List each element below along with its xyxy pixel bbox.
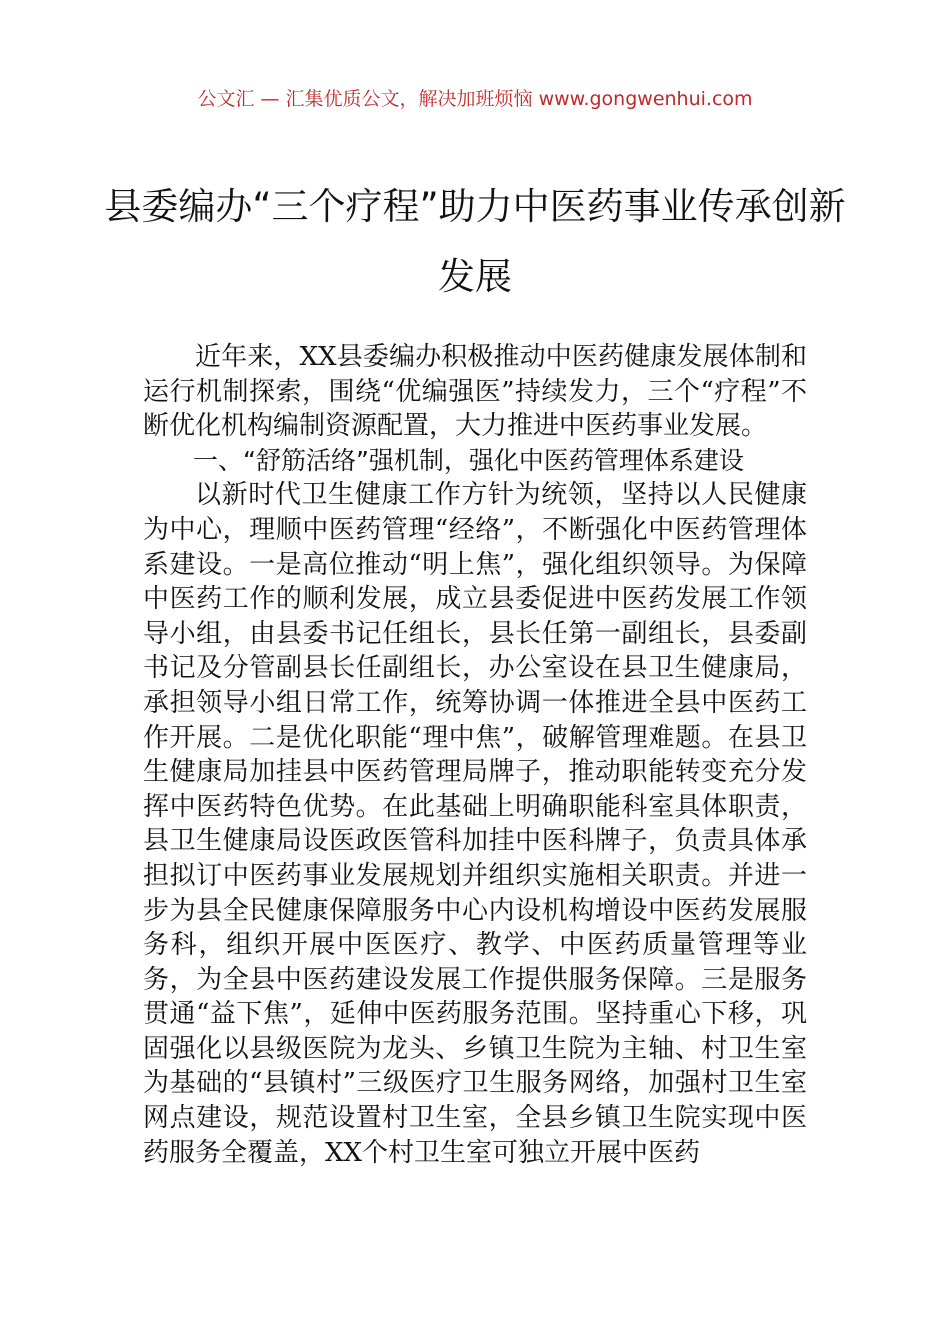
section-heading-1: 一、“舒筋活络”强机制，强化中医药管理体系建设 [193,445,744,475]
section-1-paragraph: 以新时代卫生健康工作方针为统领，坚持以人民健康为中心，理顺中医药管理“经络”，不断强化中医药管理体系建设。一是高位推动“明上焦”，强化组织领导。为保障中医药工作的顺利发展，成立县委促进中医药发展工作领导小组，由县委书记任组长，县长任第一副组长，县委副书记及分管副县长任副组长，办公室设在县卫生健康局，承担领导小组日常工作，统筹协调一体推进全县中医药工作开展。二是优化职能“理中焦”，破解管理难题。在县卫生健康局加挂县中医药管理局牌子，推动职能转变充分发挥中医药特色优势。在此基础上明确职能科室具体职责，县卫生健康局设医政医管科加挂中医科牌子，负责具体承担拟订中医药事业发展规划并组织实施相关职责。并进一步为县全民健康保障服务中心内设机构增设中医药发展服务科，组织开展中医医疗、教学、中医药质量管理等业务，为全县中医药建设发展工作提供服务保障。三是服务贯通“益下焦”，延伸中医药服务范围。坚持重心下移，巩固强化以县级医院为龙头、乡镇卫生院为主轴、村卫生室为基础的“县镇村”三级医疗卫生服务网络，加强村卫生室网点建设，规范设置村卫生室，全县乡镇卫生院实现中医药服务全覆盖，XX个村卫生室可独立开展中医药 [143,480,807,1168]
intro-paragraph: 近年来，XX县委编办积极推动中医药健康发展体制和运行机制探索，围绕“优编强医”持续发力，三个“疗程”不断优化机构编制资源配置，大力推进中医药事业发展。 [143,342,807,442]
document-body [143,340,807,1170]
document-title: 县委编办“三个疗程”助力中医药事业传承创新发展 [104,185,846,298]
site-header-banner: 公文汇 — 汇集优质公文，解决加班烦恼 www.gongwenhui.com [197,88,753,110]
